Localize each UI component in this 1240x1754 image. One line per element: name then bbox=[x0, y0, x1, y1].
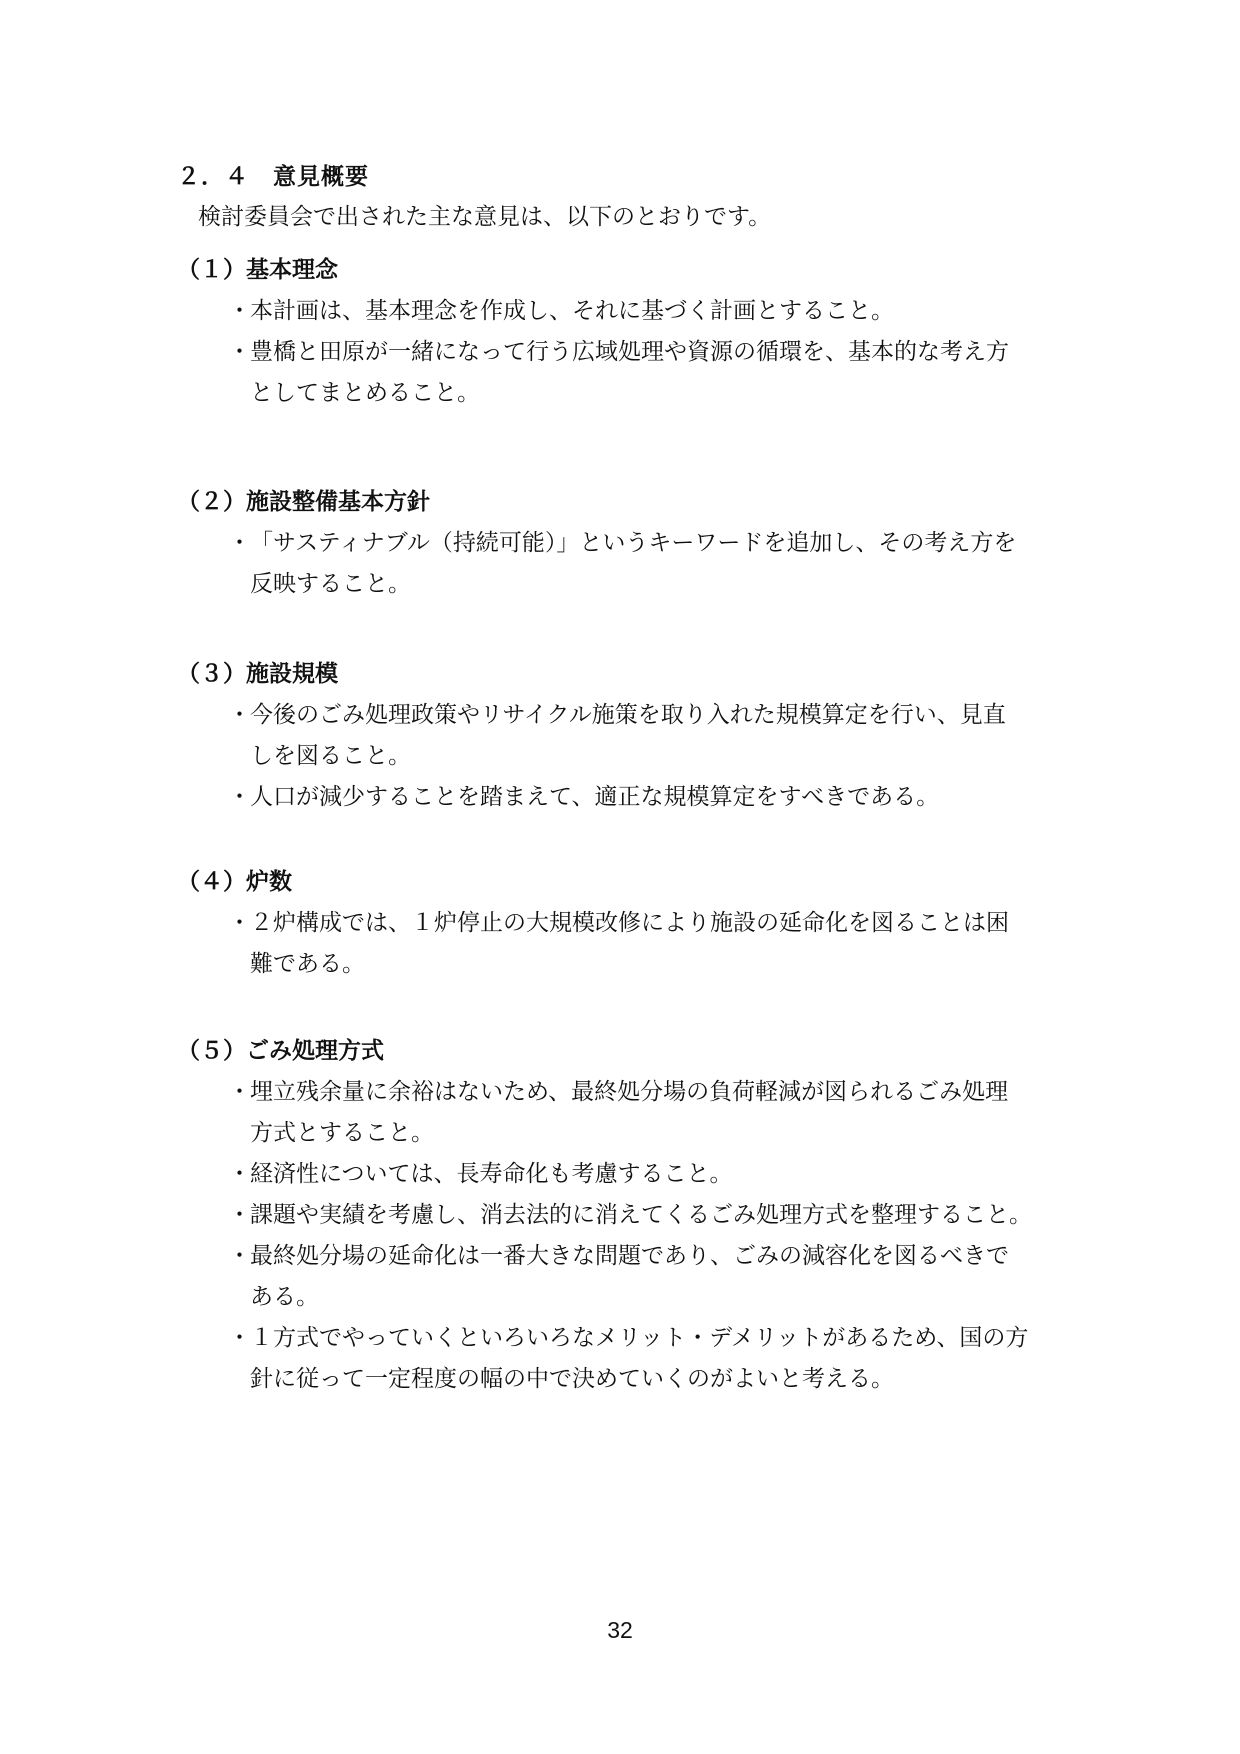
bullet-line: ２炉構成では、１炉停止の大規模改修により施設の延命化を図ることは困 bbox=[250, 910, 1009, 936]
list-item bbox=[177, 1236, 1127, 1318]
subsection-furnace-count bbox=[177, 861, 1127, 985]
subsection-heading: （１）基本理念 bbox=[177, 257, 338, 283]
bullet-line: 豊橋と田原が一緒になって行う広域処理や資源の循環を、基本的な考え方 bbox=[250, 339, 1009, 365]
bullet-line: 経済性については、長寿命化も考慮すること。 bbox=[250, 1161, 733, 1187]
bullet-mark: ・ bbox=[228, 910, 251, 936]
bullet-line: 埋立残余量に余裕はないため、最終処分場の負荷軽減が図られるごみ処理 bbox=[250, 1079, 1009, 1105]
subsection-heading: （５）ごみ処理方式 bbox=[177, 1038, 384, 1064]
bullet-mark: ・ bbox=[228, 298, 251, 324]
list-item bbox=[177, 695, 1127, 777]
bullet-line: 今後のごみ処理政策やリサイクル施策を取り入れた規模算定を行い、見直 bbox=[250, 702, 1006, 728]
bullet-line: 方式とすること。 bbox=[250, 1120, 434, 1146]
bullet-line: 本計画は、基本理念を作成し、それに基づく計画とすること。 bbox=[250, 298, 894, 324]
section-heading: ２．４ 意見概要 bbox=[177, 164, 369, 190]
bullet-line: 「サスティナブル（持続可能）」というキーワードを追加し、その考え方を bbox=[250, 530, 1017, 556]
bullet-mark: ・ bbox=[228, 530, 251, 556]
bullet-mark: ・ bbox=[228, 1079, 251, 1105]
bullet-line: ある。 bbox=[250, 1284, 319, 1310]
bullet-line: 難である。 bbox=[250, 951, 365, 977]
list-item bbox=[177, 332, 1127, 414]
list-item bbox=[177, 1154, 1127, 1195]
subsection-basic-philosophy bbox=[177, 249, 1127, 414]
page-number: 32 bbox=[607, 1617, 633, 1643]
section-intro: 検討委員会で出された主な意見は、以下のとおりです。 bbox=[198, 204, 772, 230]
bullet-mark: ・ bbox=[228, 784, 251, 810]
bullet-line: 反映すること。 bbox=[250, 571, 411, 597]
bullet-mark: ・ bbox=[228, 1202, 251, 1228]
list-item bbox=[177, 1072, 1127, 1154]
list-item bbox=[177, 1318, 1127, 1400]
bullet-line: 人口が減少することを踏まえて、適正な規模算定をすべきである。 bbox=[250, 784, 940, 810]
subsection-heading: （２）施設整備基本方針 bbox=[177, 489, 430, 515]
bullet-mark: ・ bbox=[228, 702, 251, 728]
bullet-line: しを図ること。 bbox=[250, 743, 411, 769]
list-item bbox=[177, 777, 1127, 818]
bullet-line: １方式でやっていくといろいろなメリット・デメリットがあるため、国の方 bbox=[250, 1325, 1029, 1351]
list-item bbox=[177, 291, 1127, 332]
bullet-line: 課題や実績を考慮し、消去法的に消えてくるごみ処理方式を整理すること。 bbox=[250, 1202, 1032, 1228]
bullet-line: 最終処分場の延命化は一番大きな問題であり、ごみの減容化を図るべきで bbox=[250, 1243, 1009, 1269]
bullet-mark: ・ bbox=[228, 1325, 251, 1351]
list-item bbox=[177, 1195, 1127, 1236]
subsection-heading: （３）施設規模 bbox=[177, 661, 338, 687]
list-item bbox=[177, 523, 1127, 605]
subsection-heading: （４）炉数 bbox=[177, 869, 292, 895]
bullet-line: としてまとめること。 bbox=[250, 380, 480, 406]
bullet-mark: ・ bbox=[228, 1243, 251, 1269]
list-item bbox=[177, 903, 1127, 985]
bullet-line: 針に従って一定程度の幅の中で決めていくのがよいと考える。 bbox=[250, 1366, 894, 1392]
bullet-mark: ・ bbox=[228, 339, 251, 365]
subsection-waste-processing-method bbox=[177, 1030, 1127, 1400]
subsection-facility-policy bbox=[177, 481, 1127, 605]
subsection-facility-scale bbox=[177, 653, 1127, 818]
bullet-mark: ・ bbox=[228, 1161, 251, 1187]
